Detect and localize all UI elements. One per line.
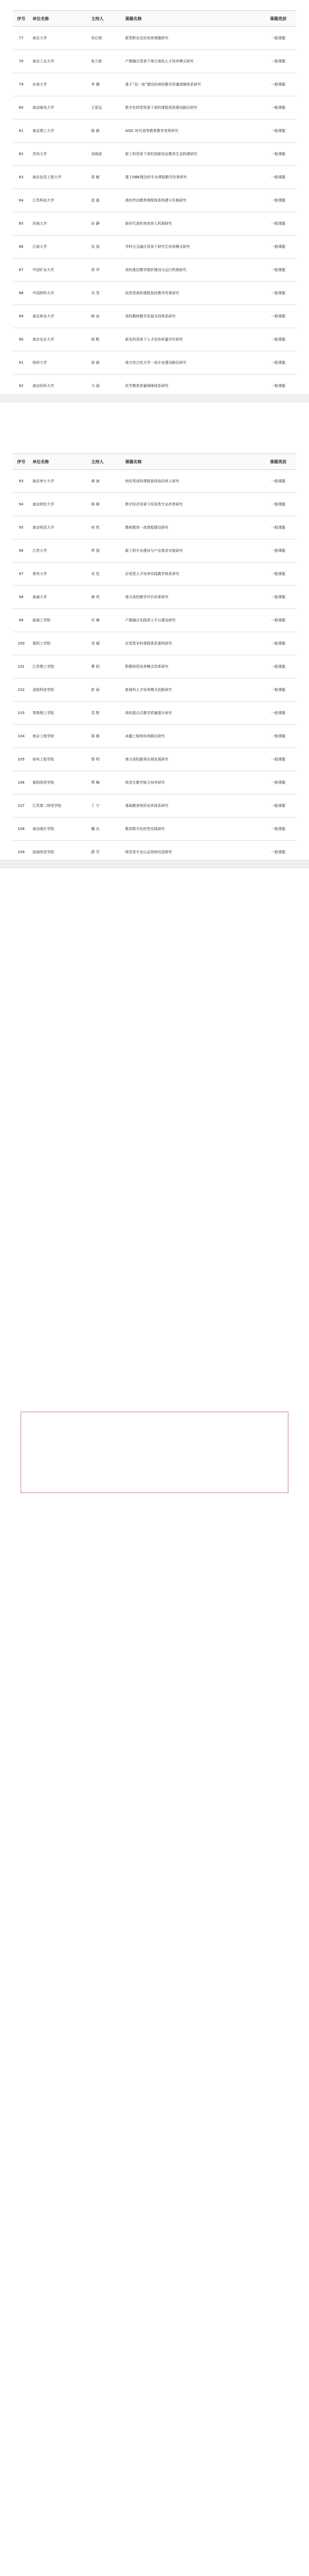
project-category: 一般课题 <box>271 665 285 669</box>
row-number: 107 <box>18 804 25 808</box>
unit-name: 江南大学 <box>32 245 47 249</box>
table-row <box>13 259 296 282</box>
table-row <box>13 702 296 725</box>
header-cell: 课题名称 <box>125 16 142 21</box>
row-number: 83 <box>19 175 24 179</box>
host-name: 蒋 薇 <box>91 734 100 738</box>
host-name: 赵 磊 <box>91 198 100 202</box>
project-category: 一般课题 <box>271 781 285 785</box>
project-title: 高校基层教学组织建设与运行机制研究 <box>125 267 186 272</box>
host-name: 唐 亮 <box>91 595 100 599</box>
project-title: 高校劳动教育课程体系构建与实施研究 <box>125 198 186 202</box>
project-category: 一般课题 <box>271 502 285 506</box>
unit-name: 江苏理工学院 <box>32 665 54 669</box>
project-category: 一般课题 <box>271 479 285 483</box>
table-row <box>13 563 296 586</box>
project-category: 一般课题 <box>271 222 285 226</box>
host-name: 许 琳 <box>91 618 100 622</box>
row-number: 89 <box>19 314 24 318</box>
project-title: 基于“双一流”建设的高校教学质量保障体系研究 <box>125 82 201 87</box>
unit-name: 金陵科技学院 <box>32 688 54 692</box>
project-title: 基于OBE理念的专业课程教学改革研究 <box>125 175 187 179</box>
row-number: 100 <box>18 641 25 646</box>
row-number: 103 <box>18 711 25 715</box>
project-title: 师范类专业认证持续改进研究 <box>125 850 172 854</box>
host-name: 黄 海 <box>91 479 100 483</box>
host-name: 冯 雪 <box>91 291 100 295</box>
table-row <box>13 351 296 375</box>
host-name: 宋 佳 <box>91 572 100 576</box>
table-row <box>13 655 296 679</box>
project-category: 一般课题 <box>271 291 285 295</box>
project-category: 一般课题 <box>271 804 285 808</box>
header-cell: 课题类别 <box>270 459 286 464</box>
table-row <box>13 305 296 328</box>
row-number: 85 <box>19 222 24 226</box>
project-title: 新时代高校美育育人机制研究 <box>125 221 172 226</box>
table-row <box>13 212 296 235</box>
unit-name: 南京师范大学 <box>32 526 54 530</box>
header-cell: 课题类别 <box>270 16 286 21</box>
unit-name: 南京财经大学 <box>32 502 54 506</box>
table-row <box>13 632 296 655</box>
project-title: 医药类高校课程思政教学改革研究 <box>125 291 179 295</box>
project-category: 一般课题 <box>271 549 285 553</box>
row-number: 98 <box>19 595 24 599</box>
table-row <box>13 609 296 632</box>
project-title: 基础教育师资培养体系研究 <box>125 803 168 808</box>
table-block <box>13 10 296 398</box>
project-title: 数字化转型背景下高校课程思政建设路径研究 <box>125 105 197 110</box>
project-category: 一般课题 <box>271 827 285 831</box>
table-header <box>13 10 296 27</box>
table-row <box>13 50 296 73</box>
project-category: 一般课题 <box>271 641 285 646</box>
host-name: 刘海波 <box>91 152 102 156</box>
row-number: 88 <box>19 291 24 295</box>
project-title: AIGC 时代高等教育教学变革研究 <box>125 128 179 133</box>
project-title: 应用型人才培养实践教学体系研究 <box>125 571 179 576</box>
table-row <box>13 586 296 609</box>
unit-name: 江苏第二师范学院 <box>32 804 61 808</box>
project-title: 产教融合背景下地方高校人才培养模式研究 <box>125 59 194 63</box>
table-header <box>13 453 296 470</box>
row-number: 92 <box>19 384 24 388</box>
project-title: 财经类高校课程思政协同育人研究 <box>125 479 179 483</box>
table-row <box>13 748 296 771</box>
highlight-box <box>21 1412 288 1493</box>
unit-name: 南京信息工程大学 <box>32 175 61 179</box>
unit-name: 南京林业大学 <box>32 314 54 318</box>
unit-name: 南京晓庄学院 <box>32 827 54 831</box>
project-category: 一般课题 <box>271 337 285 342</box>
project-category: 一般课题 <box>271 198 285 202</box>
host-name: 孙 静 <box>91 222 100 226</box>
row-number: 90 <box>19 337 24 342</box>
project-category: 一般课题 <box>271 618 285 622</box>
row-number: 81 <box>19 129 24 133</box>
host-name: 林 峰 <box>91 502 100 506</box>
host-name: 王思远 <box>91 106 102 110</box>
table-row <box>13 794 296 818</box>
row-number: 91 <box>19 361 24 365</box>
host-name: 郑 华 <box>91 268 100 272</box>
table-block <box>13 453 296 864</box>
table-row <box>13 73 296 96</box>
table-row <box>13 493 296 516</box>
unit-name: 淮阴师范学院 <box>32 781 54 785</box>
table-row <box>13 328 296 351</box>
table-row <box>13 818 296 841</box>
unit-name: 南京大学 <box>32 36 47 40</box>
host-name: 张立新 <box>91 59 102 63</box>
unit-name: 徐州工程学院 <box>32 757 54 761</box>
row-number: 96 <box>19 549 24 553</box>
row-number: 84 <box>19 198 24 202</box>
project-title: 教育数字化转型实践研究 <box>125 826 165 831</box>
unit-name: 南京农业大学 <box>32 337 54 342</box>
table-row <box>13 143 296 166</box>
project-title: 新商科人才培养模式创新研究 <box>125 687 172 692</box>
project-title: 卓越工程师培养路径研究 <box>125 734 165 738</box>
unit-name: 南京医科大学 <box>32 384 54 388</box>
row-number: 104 <box>18 734 25 738</box>
table-row <box>13 539 296 563</box>
host-name: 魏 东 <box>91 827 100 831</box>
header-cell: 主持人 <box>91 459 104 464</box>
unit-name: 南京理工大学 <box>32 129 54 133</box>
project-category: 一般课题 <box>271 129 285 133</box>
row-number: 80 <box>19 106 24 110</box>
project-title: 产教融合实践育人平台建设研究 <box>125 618 176 622</box>
unit-name: 常州大学 <box>32 572 47 576</box>
host-name: 丁 宁 <box>91 804 100 808</box>
project-category: 一般课题 <box>271 152 285 156</box>
row-number: 97 <box>19 572 24 576</box>
table-row <box>13 96 296 120</box>
project-title: 职教师资培养模式改革研究 <box>125 664 168 669</box>
host-name: 周 敏 <box>91 175 100 179</box>
project-category: 一般课题 <box>271 850 285 854</box>
project-category: 一般课题 <box>271 688 285 692</box>
project-category: 一般课题 <box>271 361 285 365</box>
project-title: 新型职业农民培育课题研究 <box>125 36 168 40</box>
table-row <box>13 771 296 794</box>
host-name: 彭 雨 <box>91 688 100 692</box>
project-category: 一般课题 <box>271 59 285 63</box>
row-number: 108 <box>18 827 25 831</box>
unit-name: 盐城工学院 <box>32 618 50 622</box>
table-row <box>13 725 296 748</box>
project-title: 新农科背景下人才培养质量评价研究 <box>125 337 183 342</box>
header-cell: 序号 <box>17 459 25 464</box>
unit-name: 南京邮电大学 <box>32 106 54 110</box>
host-name: 邓 超 <box>91 641 100 646</box>
row-number: 105 <box>18 757 25 761</box>
table-row <box>13 27 296 50</box>
row-number: 78 <box>19 59 24 63</box>
project-title: 地方高校服务区域发展研究 <box>125 757 168 761</box>
table-row <box>13 120 296 143</box>
project-title: 应用型本科课程体系重构研究 <box>125 641 172 646</box>
table-row <box>13 470 296 493</box>
unit-name: 盐城师范学院 <box>32 850 54 854</box>
project-title: 医学教育质量保障体系研究 <box>125 383 168 388</box>
host-name: 李 娜 <box>91 82 100 87</box>
unit-name: 江苏科技大学 <box>32 198 54 202</box>
unit-name: 中国药科大学 <box>32 291 54 295</box>
project-category: 一般课题 <box>271 36 285 40</box>
host-name: 袁 野 <box>91 711 100 715</box>
row-number: 102 <box>18 688 25 692</box>
project-category: 一般课题 <box>271 526 285 530</box>
row-number: 94 <box>19 502 24 506</box>
project-category: 一般课题 <box>271 82 285 87</box>
project-title: 教师教育一流课程建设研究 <box>125 525 168 530</box>
row-number: 77 <box>19 36 24 40</box>
project-category: 一般课题 <box>271 757 285 761</box>
project-title: 高校教师教学发展支持体系研究 <box>125 314 176 318</box>
host-name: 马 丽 <box>91 384 100 388</box>
project-category: 一般课题 <box>271 106 285 110</box>
host-name: 何 欣 <box>91 526 100 530</box>
project-category: 一般课题 <box>271 384 285 388</box>
row-number: 99 <box>19 618 24 622</box>
project-title: 新工科专业建设与产业需求对接研究 <box>125 548 183 553</box>
table-row <box>13 235 296 259</box>
unit-name: 南京工业大学 <box>32 59 54 63</box>
project-title: 高校混合式教学质量提升研究 <box>125 710 172 715</box>
row-number: 87 <box>19 268 24 272</box>
host-name: 朱红根 <box>91 36 102 40</box>
project-title: 新工科背景下高校创新创业教育生态构建研究 <box>125 151 197 156</box>
table-row <box>13 189 296 212</box>
unit-name: 南京审计大学 <box>32 479 54 483</box>
header-cell: 单位名称 <box>32 16 49 21</box>
unit-name: 河海大学 <box>32 222 47 226</box>
unit-name: 南京工程学院 <box>32 734 54 738</box>
host-name: 徐 晨 <box>91 361 100 365</box>
row-number: 109 <box>18 850 25 854</box>
host-name: 陈 颖 <box>91 129 100 133</box>
project-category: 一般课题 <box>271 268 285 272</box>
row-number: 82 <box>19 152 24 156</box>
row-number: 79 <box>19 82 24 87</box>
row-number: 86 <box>19 245 24 249</box>
table-row <box>13 282 296 305</box>
table-row <box>13 679 296 702</box>
unit-name: 中国矿业大学 <box>32 268 54 272</box>
host-name: 薛 芳 <box>91 850 100 854</box>
host-name: 吴 涛 <box>91 245 100 249</box>
row-number: 93 <box>19 479 24 483</box>
page-divider <box>0 860 309 868</box>
project-title: 师范生教学能力培养研究 <box>125 780 165 785</box>
project-title: 学科交叉融合背景下研究生培养模式研究 <box>125 244 190 249</box>
table-row <box>13 166 296 189</box>
project-category: 一般课题 <box>271 595 285 599</box>
unit-name: 苏州大学 <box>32 152 47 156</box>
project-category: 一般课题 <box>271 734 285 738</box>
host-name: 韩 冰 <box>91 314 100 318</box>
project-title: 地方高校教学评价改革研究 <box>125 595 168 599</box>
host-name: 贾 楠 <box>91 781 100 785</box>
header-cell: 序号 <box>17 16 25 21</box>
unit-name: 南通大学 <box>32 595 47 599</box>
header-cell: 单位名称 <box>32 459 49 464</box>
project-category: 一般课题 <box>271 245 285 249</box>
project-title: 地方综合性大学一流专业建设路径研究 <box>125 360 186 365</box>
host-name: 蔡 明 <box>91 757 100 761</box>
unit-name: 扬州大学 <box>32 361 47 365</box>
host-name: 曹 阳 <box>91 665 100 669</box>
project-title: 数字经济背景下经管类专业改革研究 <box>125 502 183 506</box>
unit-name: 常熟理工学院 <box>32 711 54 715</box>
row-number: 101 <box>18 665 25 669</box>
project-category: 一般课题 <box>271 572 285 576</box>
host-name: 罗 强 <box>91 549 100 553</box>
project-category: 一般课题 <box>271 314 285 318</box>
header-cell: 课题名称 <box>125 459 142 464</box>
page-divider <box>0 394 309 402</box>
unit-name: 东南大学 <box>32 82 47 87</box>
project-category: 一般课题 <box>271 175 285 179</box>
header-cell: 主持人 <box>91 16 104 21</box>
unit-name: 淮阴工学院 <box>32 641 50 646</box>
unit-name: 江苏大学 <box>32 549 47 553</box>
row-number: 95 <box>19 526 24 530</box>
row-number: 106 <box>18 781 25 785</box>
host-name: 杨 帆 <box>91 337 100 342</box>
table-row <box>13 516 296 539</box>
project-category: 一般课题 <box>271 711 285 715</box>
